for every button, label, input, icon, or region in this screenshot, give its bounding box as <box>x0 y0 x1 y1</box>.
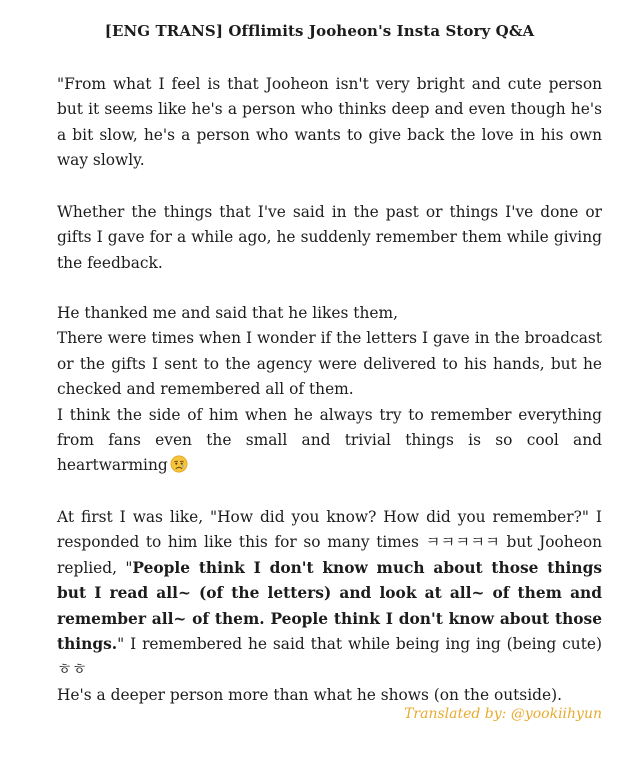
thanks-line-3-text: I think the side of him when he always try to remember everything from fans even the small and trivial things is so cool and heartwarming <box>57 405 602 475</box>
page-title: [ENG TRANS] Offlimits Jooheon's Insta Story Q&A <box>104 22 535 40</box>
paragraph-remember <box>57 505 602 708</box>
thanks-line-2: There were times when I wonder if the letters I gave in the broadcast or the gifts I sent to the agency were delivered to his hands, but he checked and remembered all of them. <box>57 329 602 399</box>
remember-text-part2: " I remembered he said that while being ing ing (being cute) ㅎㅎ <box>57 635 602 679</box>
thanks-line-1: He thanked me and said that he likes them, <box>57 304 398 322</box>
remember-line-2: He's a deeper person more than what he shows (on the outside). <box>57 685 562 704</box>
thanks-line-3 <box>57 403 602 479</box>
remember-text-part1: At first I was like, "How did you know? How did you remember?" I responded to him like this for so many times ㅋㅋㅋㅋㅋ but Jooheon replied, " <box>57 508 602 577</box>
remember-quote-bold: People think I don't know much about those things but I read all~ (of the letters) and look at all~ of them and remember all~ of them. People think I don't know about those things. <box>57 558 602 654</box>
paragraph-gifts: Whether the things that I've said in the past or things I've done or gifts I gave for a while ago, he suddenly remember them while giving the feedback. <box>57 203 602 272</box>
translator-credit: Translated by: @yookiihyun <box>404 706 602 722</box>
teary-face-emoji-icon <box>170 455 188 473</box>
remember-line-1 <box>57 505 602 683</box>
paragraph-intro: "From what I feel is that Jooheon isn't very bright and cute person but it seems like he's a person who thinks deep and even though he's a bit slow, he's a person who wants to give back the love in his own way slowly. <box>57 75 602 170</box>
paragraph-thanks <box>57 301 602 479</box>
